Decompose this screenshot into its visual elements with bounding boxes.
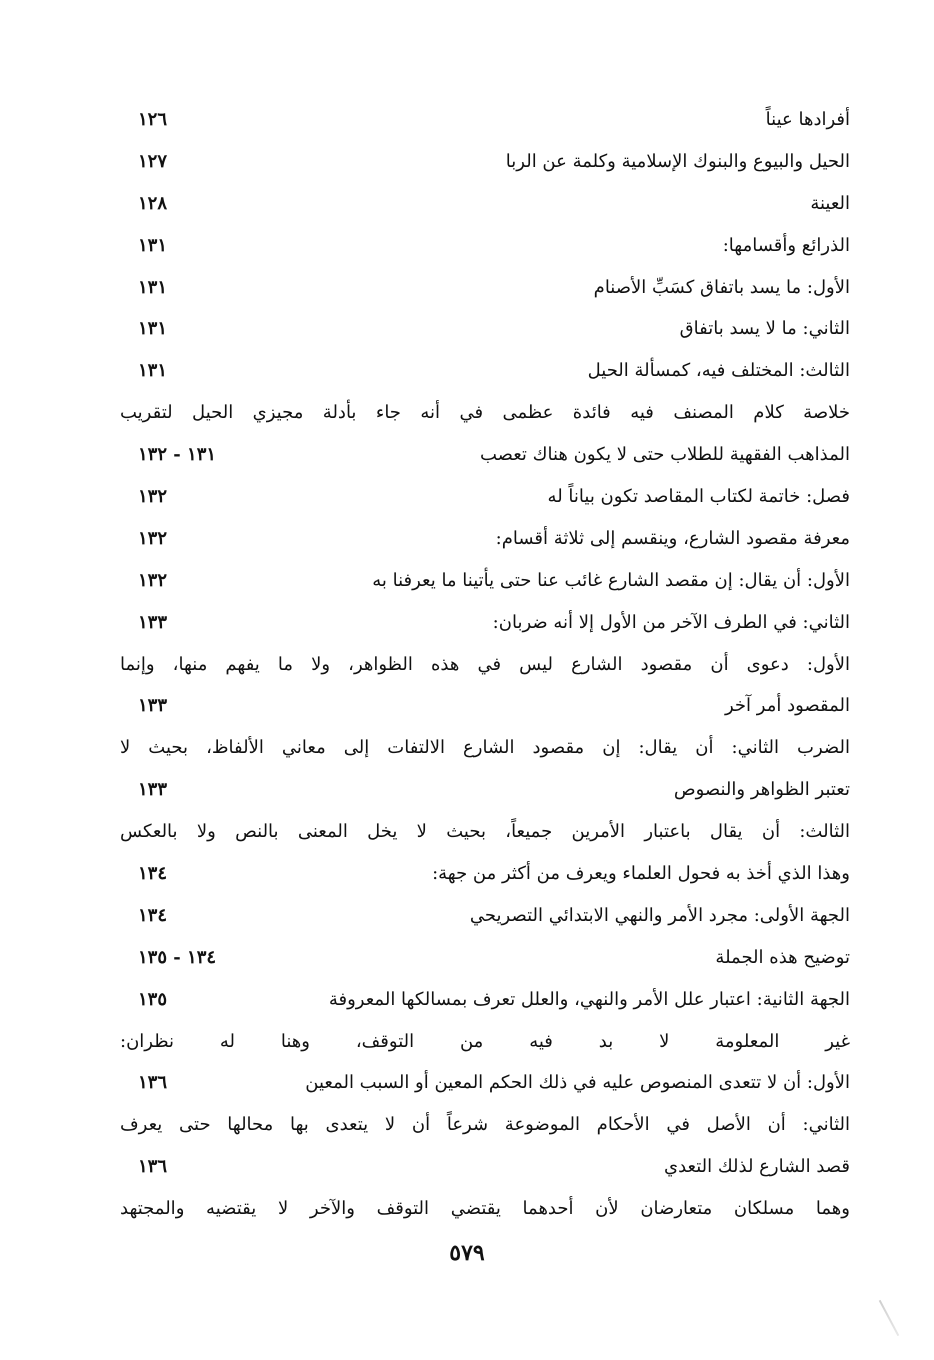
entry-text: الأول: دعوى أن مقصود الشارع ليس في هذه الظواهر، ولا ما يفهم منها، وإنما xyxy=(120,653,850,675)
entry-text: الثالث: المختلف فيه، كمسألة الحيل xyxy=(587,360,850,382)
entry-text: الأول: ما يسد باتفاق كسَبِّ الأصنام xyxy=(593,276,850,298)
entry-text: تعتبر الظواهر والنصوص xyxy=(673,779,850,801)
index-entry xyxy=(120,476,850,518)
entry-text: وهما مسلكان متعارضان لأن أحدهما يقتضي التوقف والآخر لا يقتضيه والمجتهد xyxy=(120,1198,850,1220)
entry-text: العينة xyxy=(810,192,850,214)
index-entry xyxy=(120,560,850,602)
entry-page-number: ١٣١ - ١٣٢ xyxy=(138,444,217,466)
entry-page-number: ١٣٣ xyxy=(138,695,168,717)
index-entry xyxy=(120,308,850,350)
entry-page-number: ١٣٦ xyxy=(138,1156,168,1178)
index-entry xyxy=(120,518,850,560)
index-entry xyxy=(120,769,850,811)
entry-text: الثاني: أن الأصل في الأحكام الموضوعة شرعاً أن لا يتعدى بها محالها حتى يعرف xyxy=(120,1114,850,1136)
entry-text: قصد الشارع لذلك التعدي xyxy=(663,1156,850,1178)
entry-page-number: ١٣١ xyxy=(138,234,168,256)
entry-text: الجهة الثانية: اعتبار علل الأمر والنهي، والعلل تعرف بمسالكها المعروفة xyxy=(328,988,850,1010)
index-entry xyxy=(120,267,850,309)
index-entry xyxy=(120,853,850,895)
index-entry xyxy=(120,183,850,225)
entry-text: معرفة مقصود الشارع، وينقسم إلى ثلاثة أقسام: xyxy=(495,527,850,549)
entry-page-number: ١٣٤ xyxy=(138,904,168,926)
entry-text: خلاصة كلام المصنف فيه فائدة عظمى في أنه جاء بأدلة مجيزي الحيل لتقريب xyxy=(120,402,850,424)
index-entry xyxy=(120,141,850,183)
index-entry xyxy=(120,350,850,392)
entry-page-number: ١٢٨ xyxy=(138,192,168,214)
index-entry xyxy=(120,434,850,476)
index-entry xyxy=(120,644,850,686)
entry-text: أفرادها عيناً xyxy=(765,109,850,130)
index-entry xyxy=(120,1104,850,1146)
entry-page-number: ١٢٦ xyxy=(138,109,168,130)
entry-text: الجهة الأولى: مجرد الأمر والنهي الابتدائي التصريحي xyxy=(469,904,850,926)
entry-page-number: ١٣٤ - ١٣٥ xyxy=(138,946,217,968)
entry-text: الثاني: في الطرف الآخر من الأول إلا أنه ضربان: xyxy=(492,611,850,633)
index-entry xyxy=(120,602,850,644)
entry-page-number: ١٣٦ xyxy=(138,1072,168,1094)
entry-page-number: ١٣١ xyxy=(138,318,168,340)
entry-page-number: ١٣٢ xyxy=(138,486,168,508)
entry-text: الأول: أن يقال: إن مقصد الشارع غائب عنا حتى يأتينا ما يعرفنا به xyxy=(372,569,850,591)
index-entry xyxy=(120,937,850,979)
entry-text: الثالث: أن يقال باعتبار الأمرين جميعاً، بحيث لا يخل المعنى بالنص ولا بالعكس xyxy=(120,821,850,843)
index-entry xyxy=(120,685,850,727)
entry-text: وهذا الذي أخذ به فحول العلماء ويعرف من أكثر من جهة: xyxy=(432,863,850,885)
entry-page-number: ١٣١ xyxy=(138,276,168,298)
entry-text: توضيح هذه الجملة xyxy=(715,946,850,968)
entry-text: الثاني: ما لا يسد باتفاق xyxy=(679,318,850,340)
entry-page-number: ١٣٣ xyxy=(138,779,168,801)
entry-text: المقصود أمر آخر xyxy=(725,695,850,717)
entry-page-number: ١٣٢ xyxy=(138,527,168,549)
index-entry xyxy=(120,811,850,853)
page-edge-mark xyxy=(879,1300,900,1336)
entry-text: الحيل والبيوع والبنوك الإسلامية وكلمة عن الربا xyxy=(505,150,850,172)
index-entry xyxy=(120,727,850,769)
entry-text: فصل: خاتمة لكتاب المقاصد تكون بياناً له xyxy=(547,486,850,508)
entry-text: المذاهب الفقهية للطلاب حتى لا يكون هناك تعصب xyxy=(479,444,850,466)
entry-text: غير المعلومة لا بد فيه من التوقف، وهنا له نظران: xyxy=(120,1030,850,1052)
index-entry xyxy=(120,1062,850,1104)
page-number: ٥٧٩ xyxy=(449,1240,485,1266)
entry-page-number: ١٢٧ xyxy=(138,150,168,172)
entry-text: الضرب الثاني: أن يقال: إن مقصود الشارع الالتفات إلى معاني الألفاظ، بحيث لا xyxy=(120,737,850,759)
index-entry xyxy=(120,225,850,267)
index-entry xyxy=(120,1188,850,1230)
index-entry xyxy=(120,979,850,1021)
entry-text: الذرائع وأقسامها: xyxy=(722,234,850,256)
entry-page-number: ١٣٥ xyxy=(138,988,168,1010)
index-entry xyxy=(120,99,850,141)
index-entries xyxy=(120,99,850,1230)
entry-text: الأول: أن لا تتعدى المنصوص عليه في ذلك الحكم المعين أو السبب المعين xyxy=(305,1072,850,1094)
index-entry xyxy=(120,392,850,434)
index-entry xyxy=(120,1146,850,1188)
index-entry xyxy=(120,1021,850,1063)
entry-page-number: ١٣٤ xyxy=(138,863,168,885)
index-entry xyxy=(120,895,850,937)
entry-page-number: ١٣١ xyxy=(138,360,168,382)
entry-page-number: ١٣٣ xyxy=(138,611,168,633)
entry-page-number: ١٣٢ xyxy=(138,569,168,591)
